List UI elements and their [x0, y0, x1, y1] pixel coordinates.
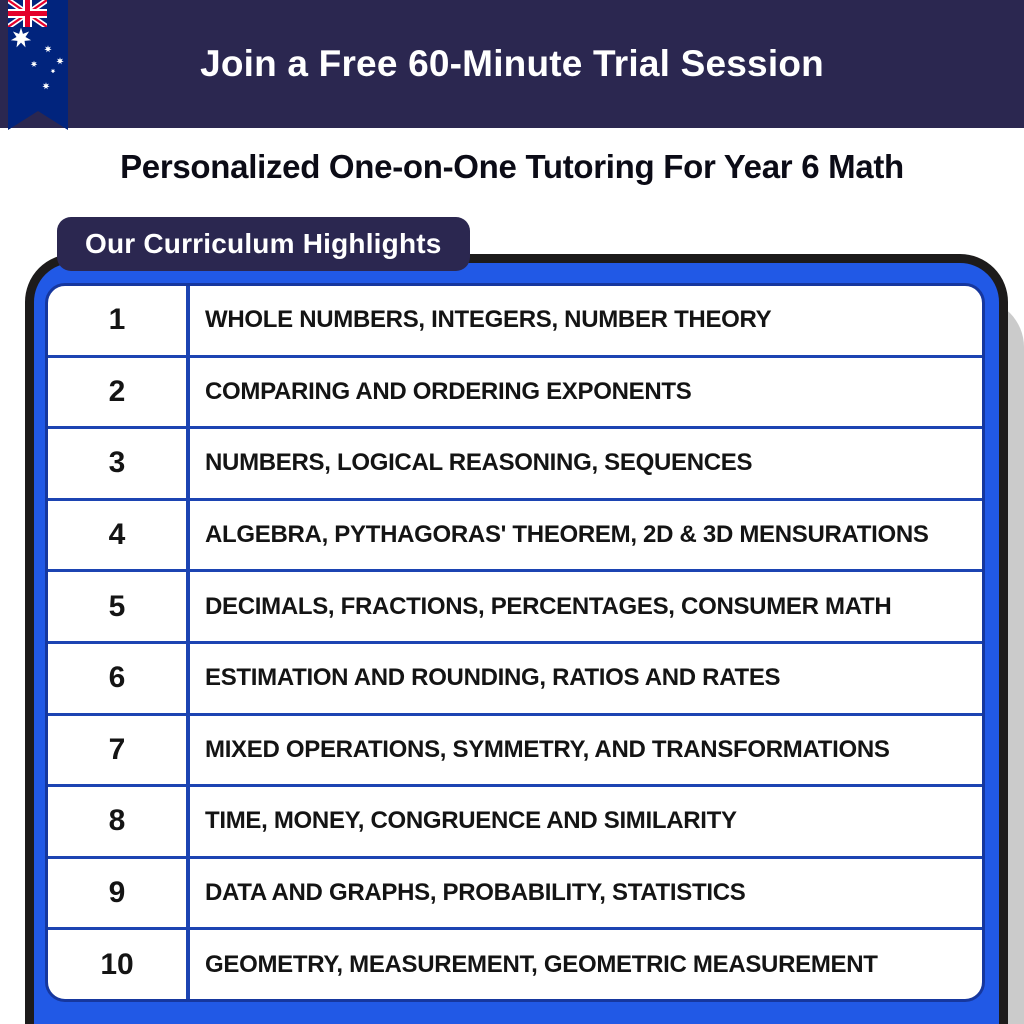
australia-flag-icon — [8, 0, 68, 130]
banner — [0, 0, 1024, 128]
row-number-cell — [48, 286, 190, 355]
row-number-cell — [48, 429, 190, 498]
row-number: 4 — [108, 518, 126, 552]
table-row — [48, 426, 982, 498]
row-topic: DATA AND GRAPHS, PROBABILITY, STATISTICS — [205, 879, 746, 907]
table-row — [48, 286, 982, 355]
row-number-cell — [48, 787, 190, 856]
row-number: 1 — [108, 303, 126, 337]
row-number-cell — [48, 930, 190, 999]
row-topic: NUMBERS, LOGICAL REASONING, SEQUENCES — [205, 449, 753, 477]
row-topic: DECIMALS, FRACTIONS, PERCENTAGES, CONSUMER MATH — [205, 592, 892, 620]
table-row — [48, 927, 982, 999]
row-number: 7 — [108, 732, 126, 766]
page-title: Personalized One-on-One Tutoring For Year 6 Math — [120, 148, 904, 185]
curriculum-label-badge — [57, 217, 470, 271]
row-topic: ALGEBRA, PYTHAGORAS' THEOREM, 2D & 3D MENSURATIONS — [205, 521, 929, 549]
row-number-cell — [48, 572, 190, 641]
row-topic: MIXED OPERATIONS, SYMMETRY, AND TRANSFORMATIONS — [205, 735, 890, 763]
row-topic: WHOLE NUMBERS, INTEGERS, NUMBER THEORY — [205, 306, 772, 334]
row-topic: GEOMETRY, MEASUREMENT, GEOMETRIC MEASUREMENT — [205, 950, 878, 978]
table-row — [48, 569, 982, 641]
table-row — [48, 498, 982, 570]
row-topic: ESTIMATION AND ROUNDING, RATIOS AND RATES — [205, 664, 781, 692]
row-number-cell — [48, 501, 190, 570]
curriculum-panel — [25, 254, 1008, 1024]
row-number: 9 — [108, 876, 126, 910]
row-number: 6 — [108, 661, 126, 695]
row-number: 2 — [108, 374, 126, 408]
table-row — [48, 713, 982, 785]
row-number-cell — [48, 716, 190, 785]
row-topic: COMPARING AND ORDERING EXPONENTS — [205, 377, 692, 405]
table-row — [48, 641, 982, 713]
row-number-cell — [48, 644, 190, 713]
table-row — [48, 355, 982, 427]
curriculum-label: Our Curriculum Highlights — [85, 228, 442, 259]
row-topic: TIME, MONEY, CONGRUENCE AND SIMILARITY — [205, 807, 737, 835]
row-number: 5 — [108, 589, 126, 623]
table-row — [48, 784, 982, 856]
row-number: 8 — [108, 804, 126, 838]
curriculum-table — [45, 283, 985, 1002]
banner-title: Join a Free 60-Minute Trial Session — [200, 43, 824, 84]
row-number-cell — [48, 358, 190, 427]
row-number: 3 — [108, 446, 126, 480]
row-number-cell — [48, 859, 190, 928]
row-number: 10 — [100, 947, 134, 981]
table-row — [48, 856, 982, 928]
